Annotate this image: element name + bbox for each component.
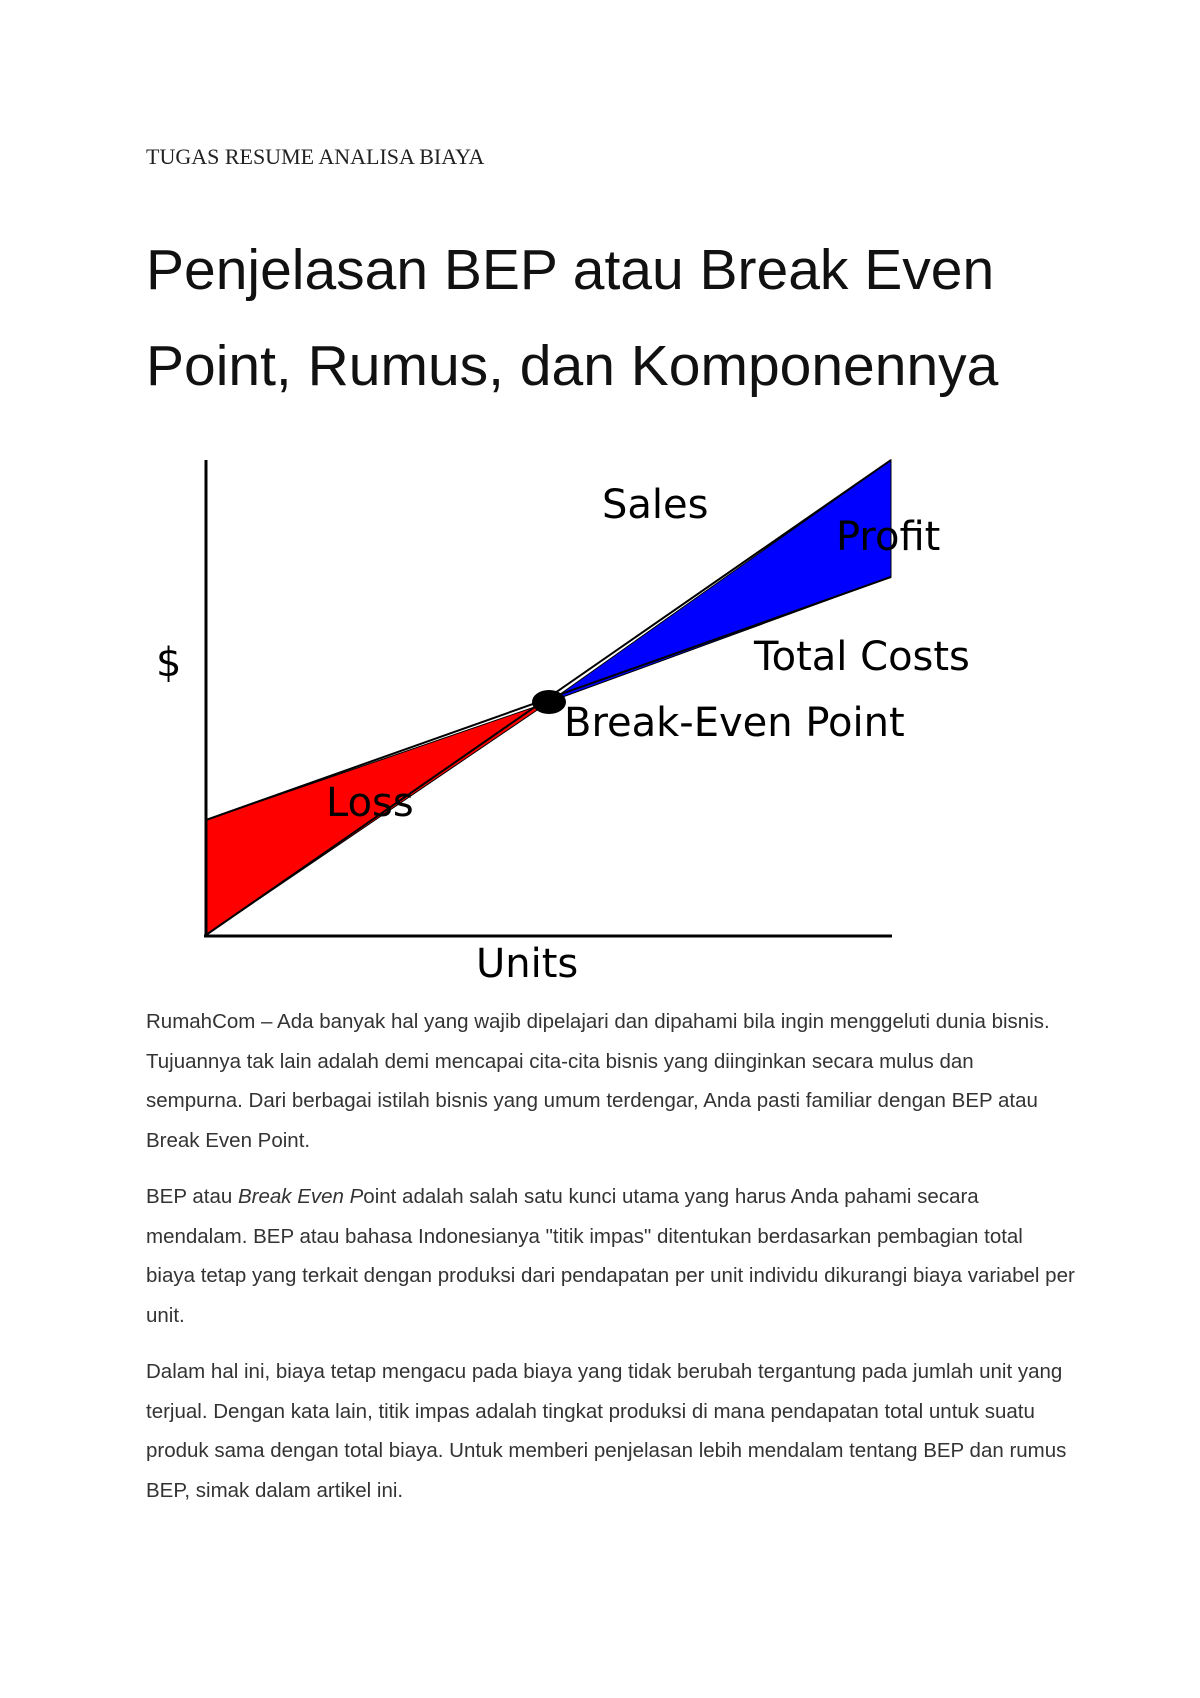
break-even-point-label: Break-Even Point: [564, 700, 905, 746]
y-axis-label: $: [156, 640, 182, 686]
page-title: Penjelasan BEP atau Break Even Point, Rumus, dan Komponennya: [146, 238, 999, 398]
paragraph-definition-rest: oint adalah salah satu kunci utama yang harus Anda pahami secara mendalam. BEP atau bahasa Indonesianya "titik impas" ditentukan berdasarkan pembagian total biaya tetap yang terkait dengan produksi dari pendapatan per unit individu dikurangi biaya variabel per unit.: [146, 1185, 1075, 1327]
sales-label: Sales: [602, 482, 709, 528]
x-axis-label: Units: [476, 941, 579, 980]
article-body: [146, 1002, 1076, 1527]
break-even-figure: [146, 440, 1066, 980]
break-even-diagram: [146, 440, 1066, 980]
paragraph-definition: [146, 1177, 1076, 1335]
paragraph-explanation: Dalam hal ini, biaya tetap mengacu pada biaya yang tidak berubah tergantung pada jumlah unit yang terjual. Dengan kata lain, titik impas adalah tingkat produksi di mana pendapatan total untuk suatu produk sama dengan total biaya. Untuk memberi penjelasan lebih mendalam tentang BEP dan rumus BEP, simak dalam artikel ini.: [146, 1360, 1067, 1502]
profit-label: Profit: [836, 514, 941, 560]
total-costs-label: Total Costs: [754, 634, 970, 680]
paragraph-definition-term: Break Even P: [237, 1185, 364, 1208]
paragraph-intro: RumahCom – Ada banyak hal yang wajib dipelajari dan dipahami bila ingin menggeluti dunia bisnis. Tujuannya tak lain adalah demi mencapai cita-cita bisnis yang diinginkan secara mulus dan sempurna. Dari berbagai istilah bisnis yang umum terdengar, Anda pasti familiar dengan BEP atau Break Even Point.: [146, 1010, 1050, 1152]
break-even-point-marker: [532, 690, 566, 714]
document-label: TUGAS RESUME ANALISA BIAYA: [146, 144, 485, 169]
paragraph-definition-start: BEP atau: [146, 1185, 238, 1208]
loss-label: Loss: [326, 780, 414, 826]
